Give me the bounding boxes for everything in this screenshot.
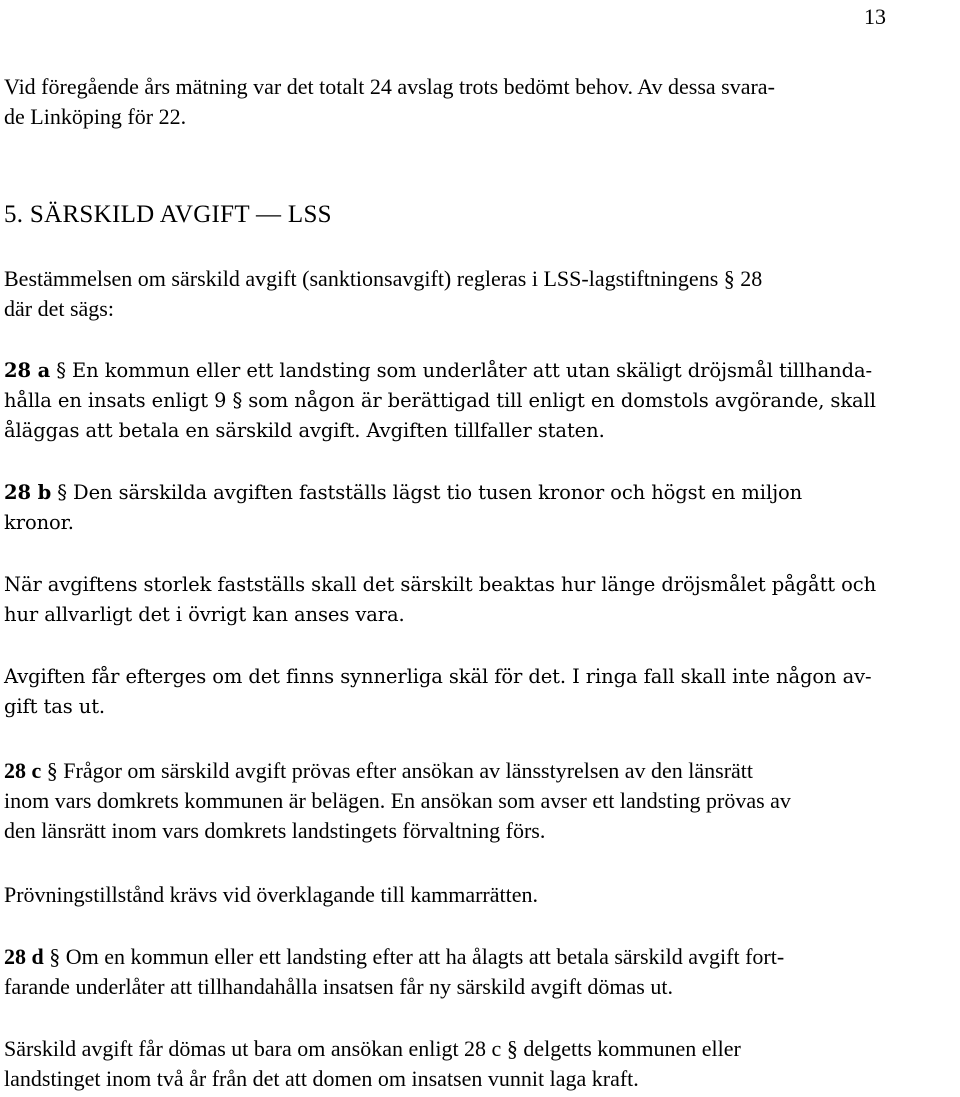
text-line xyxy=(4,1034,954,1064)
text-segment: som någon är berättigad till enligt en domstols avgörande, skall xyxy=(248,389,876,412)
paragraph-28b xyxy=(4,478,954,538)
text-line xyxy=(4,356,954,386)
text-line: landstinget inom två år från det att domen om insatsen vunnit laga kraft. xyxy=(4,1066,639,1091)
intro-paragraph xyxy=(4,72,954,132)
text-line xyxy=(4,478,954,508)
text-segment: hålla en insats enligt 9 xyxy=(4,389,227,412)
section-sign: § xyxy=(57,481,67,504)
text-line: åläggas att betala en särskild avgift. Avgiften tillfaller staten. xyxy=(4,419,605,442)
section-sign: § xyxy=(46,758,58,783)
lead-paragraph xyxy=(4,264,954,324)
section-sign: § xyxy=(49,944,61,969)
final-paragraph xyxy=(4,1034,954,1094)
text-line: Avgiften får efterges om det finns synnerliga skäl för det. I ringa fall skall inte någon av- xyxy=(4,665,872,688)
text-line: där det sägs: xyxy=(4,296,114,321)
section-sign: § xyxy=(506,1036,518,1061)
paragraph-28c xyxy=(4,756,954,846)
text-line: Prövningstillstånd krävs vid överklagande till kammarrätten. xyxy=(4,882,538,907)
paragraph-28b-part3 xyxy=(4,662,954,722)
text-line xyxy=(4,942,954,972)
text-segment: delgetts kommunen eller xyxy=(523,1036,741,1061)
text-line xyxy=(4,756,954,786)
text-line: hur allvarligt det i övrigt kan anses vara. xyxy=(4,603,405,626)
text-line: gift tas ut. xyxy=(4,695,106,718)
text-segment: En kommun eller ett landsting som underlåter att utan skäligt dröjsmål tillhanda- xyxy=(72,359,873,382)
section-ref: 28 b xyxy=(4,481,52,504)
paragraph-28c-part2 xyxy=(4,880,954,910)
paragraph-28b-part2 xyxy=(4,570,954,630)
text-line: Vid föregående års mätning var det totalt 24 avslag trots bedömt behov. Av dessa svara- xyxy=(4,74,775,99)
text-segment: Den särskilda avgiften fastställs lägst tio tusen kronor och högst en miljon xyxy=(73,481,803,504)
text-line: kronor. xyxy=(4,511,74,534)
section-ref: 28 c xyxy=(4,758,42,783)
text-line: inom vars domkrets kommunen är belägen. En ansökan som avser ett landsting prövas av xyxy=(4,788,791,813)
text-segment: Frågor om särskild avgift prövas efter ansökan av länsstyrelsen av den länsrätt xyxy=(63,758,754,783)
paragraph-28a xyxy=(4,356,954,446)
section-heading: 5. SÄRSKILD AVGIFT — LSS xyxy=(4,201,332,228)
text-segment: Särskild avgift får dömas ut bara om ansökan enligt 28 c xyxy=(4,1036,502,1061)
text-segment: Om en kommun eller ett landsting efter att ha ålagts att betala särskild avgift fort- xyxy=(65,944,785,969)
paragraph-28d xyxy=(4,942,954,1002)
section-sign: § xyxy=(232,389,243,412)
text-line xyxy=(4,386,954,416)
page-number: 13 xyxy=(864,4,886,29)
section-ref: 28 d xyxy=(4,944,44,969)
section-sign: § xyxy=(56,359,66,382)
text-line: de Linköping för 22. xyxy=(4,104,187,129)
text-line: farande underlåter att tillhandahålla insatsen får ny särskild avgift dömas ut. xyxy=(4,974,673,999)
text-line: den länsrätt inom vars domkrets landstingets förvaltning förs. xyxy=(4,818,546,843)
text-line: När avgiftens storlek fastställs skall det särskilt beaktas hur länge dröjsmålet pågått och xyxy=(4,573,877,596)
text-line: Bestämmelsen om särskild avgift (sanktionsavgift) regleras i LSS-lagstiftningens § 28 xyxy=(4,266,763,291)
section-ref: 28 a xyxy=(4,359,51,382)
